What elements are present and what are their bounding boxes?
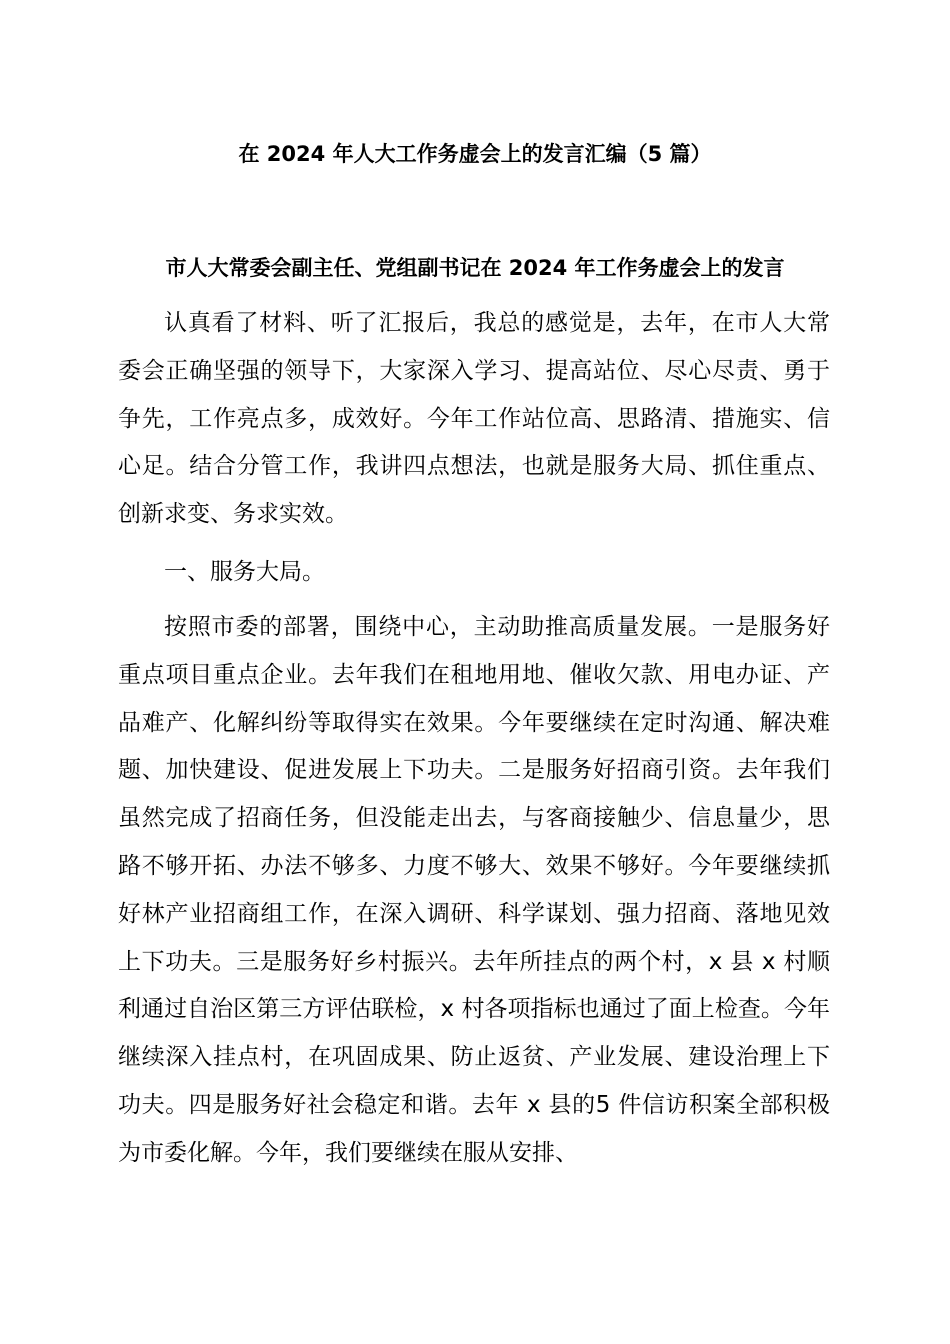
paragraph-section-1: 按照市委的部署，围绕中心，主动助推高质量发展。一是服务好重点项目重点企业。去年我们在租地用地、催收欠款、用电办证、产品难产、化解纠纷等取得实在效果。今年要继续在定时沟通、解决难题、加快建设、促进发展上下功夫。二是服务好招商引资。去年我们虽然完成了招商任务，但没能走出去，与客商接触少、信息量少，思路不够开拓、办法不够多、力度不够大、效果不够好。今年要继续抓好林产业招商组工作，在深入调研、科学谋划、强力招商、落地见效上下功夫。三是服务好乡村振兴。去年所挂点的两个村，x 县 x 村顺利通过自治区第三方评估联检，x 村各项指标也通过了面上检查。今年继续深入挂点村，在巩固成果、防止返贫、产业发展、建设治理上下功夫。四是服务好社会稳定和谐。去年 x 县的5 件信访积案全部积极为市委化解。今年，我们要继续在服从安排、	[118, 614, 830, 1166]
speech-title: 市人大常委会副主任、党组副书记在 2024 年工作务虚会上的发言	[165, 256, 785, 280]
paragraph-intro: 认真看了材料、听了汇报后，我总的感觉是，去年，在市人大常委会正确坚强的领导下，大家深入学习、提高站位、尽心尽责、勇于争先，工作亮点多，成效好。今年工作站位高、思路清、措施实、信心足。结合分管工作，我讲四点想法，也就是服务大局、抓住重点、创新求变、务求实效。	[118, 310, 830, 528]
section-heading-1: 一、服务大局。	[164, 559, 325, 585]
document-title: 在 2024 年人大工作务虚会上的发言汇编（5 篇）	[238, 142, 712, 166]
